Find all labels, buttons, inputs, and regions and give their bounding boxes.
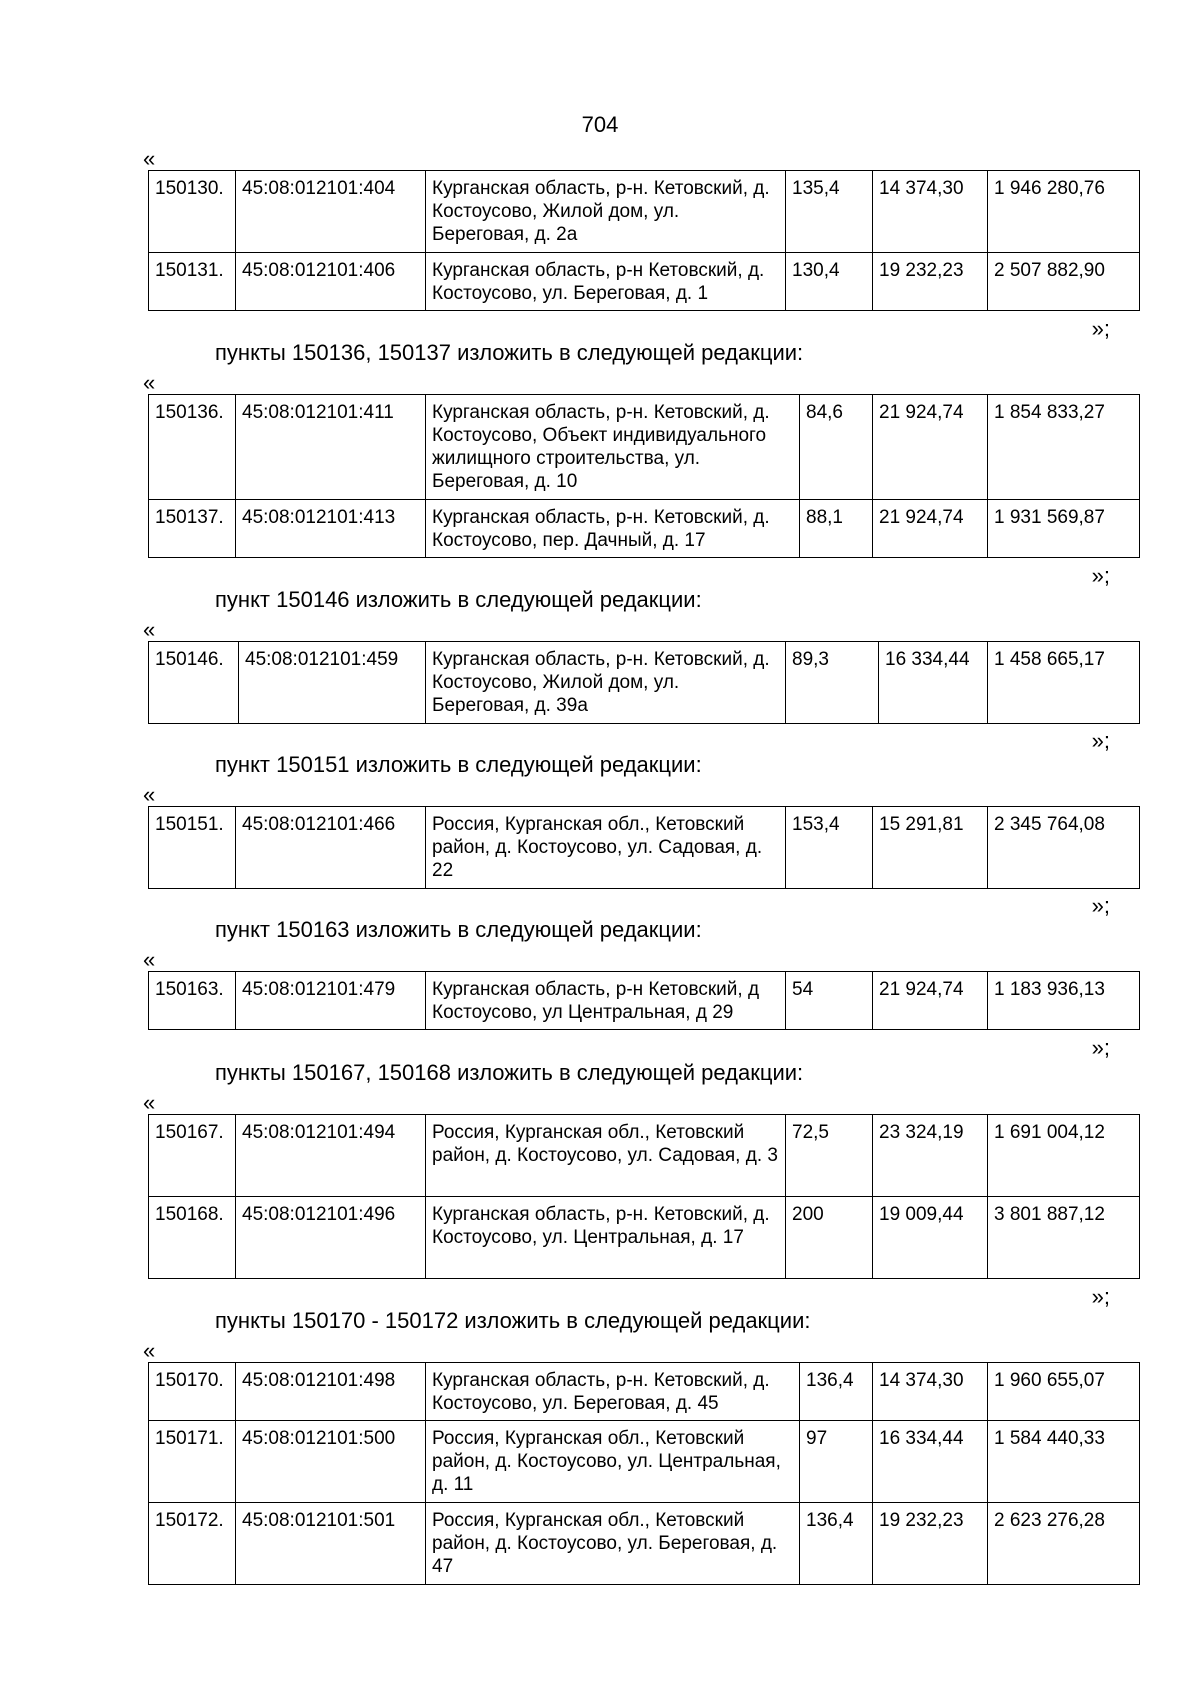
cadastral-table [148,170,1140,311]
cadastral-number: 45:08:012101:466 [236,807,426,889]
address: Курганская область, р-н. Кетовский, д. Костоусово, пер. Дачный, д. 17 [426,500,800,558]
cadastral-number: 45:08:012101:411 [236,395,426,500]
address: Курганская область, р-н. Кетовский, д. Костоусово, Объект индивидуального жилищного строительства, ул. Береговая, д. 10 [426,395,800,500]
rate: 14 374,30 [873,1363,988,1421]
cadastral-table [148,1114,1140,1279]
address: Курганская область, р-н Кетовский, д. Костоусово, ул. Береговая, д. 1 [426,253,786,311]
cadastral-value: 1 960 655,07 [988,1363,1140,1421]
cadastral-value: 1 931 569,87 [988,500,1140,558]
cadastral-table [148,971,1140,1030]
cadastral-number: 45:08:012101:406 [236,253,426,311]
cadastral-table [148,1362,1140,1585]
rate: 16 334,44 [879,642,988,724]
close-quote: »; [1091,563,1110,588]
rate: 19 232,23 [873,1503,988,1585]
close-quote: »; [1091,1035,1110,1060]
area: 84,6 [800,395,873,500]
area: 130,4 [786,253,873,311]
table-row [149,1503,1140,1585]
table-row [149,253,1140,311]
address: Россия, Курганская обл., Кетовский район, д. Костоусово, ул. Садовая, д. 3 [426,1115,786,1197]
rate: 23 324,19 [873,1115,988,1197]
address: Россия, Курганская обл., Кетовский район, д. Костоусово, ул. Центральная, д. 11 [426,1421,800,1503]
open-quote: « [143,617,156,642]
address: Россия, Курганская обл., Кетовский район, д. Костоусово, ул. Садовая, д. 22 [426,807,786,889]
rate: 21 924,74 [873,395,988,500]
table-row [149,642,1140,724]
row-number: 150131. [149,253,236,311]
close-quote: »; [1091,1284,1110,1309]
area: 200 [786,1197,873,1279]
cadastral-value: 3 801 887,12 [988,1197,1140,1279]
rate: 21 924,74 [873,972,988,1030]
cadastral-value: 1 458 665,17 [988,642,1140,724]
cadastral-number: 45:08:012101:404 [236,171,426,253]
cadastral-value: 2 345 764,08 [988,807,1140,889]
address: Курганская область, р-н. Кетовский, д. Костоусово, Жилой дом, ул. Береговая, д. 39а [426,642,786,724]
table-row [149,972,1140,1030]
row-number: 150171. [149,1421,236,1503]
row-number: 150172. [149,1503,236,1585]
address: Курганская область, р-н. Кетовский, д. Костоусово, ул. Центральная, д. 17 [426,1197,786,1279]
table-row [149,395,1140,500]
address: Россия, Курганская обл., Кетовский район, д. Костоусово, ул. Береговая, д. 47 [426,1503,800,1585]
area: 89,3 [786,642,879,724]
instruction-text: пункты 150167, 150168 изложить в следующей редакции: [215,1060,804,1085]
area: 88,1 [800,500,873,558]
cadastral-number: 45:08:012101:413 [236,500,426,558]
cadastral-table [148,641,1140,724]
cadastral-number: 45:08:012101:459 [239,642,426,724]
instruction-text: пункт 150163 изложить в следующей редакции: [215,917,702,942]
cadastral-value: 1 854 833,27 [988,395,1140,500]
table-row [149,1421,1140,1503]
table-row [149,1197,1140,1279]
cadastral-number: 45:08:012101:496 [236,1197,426,1279]
rate: 19 009,44 [873,1197,988,1279]
cadastral-value: 1 691 004,12 [988,1115,1140,1197]
cadastral-table [148,806,1140,889]
area: 136,4 [800,1363,873,1421]
open-quote: « [143,782,156,807]
cadastral-number: 45:08:012101:494 [236,1115,426,1197]
table-row [149,171,1140,253]
area: 153,4 [786,807,873,889]
area: 135,4 [786,171,873,253]
cadastral-value: 2 507 882,90 [988,253,1140,311]
rate: 19 232,23 [873,253,988,311]
row-number: 150163. [149,972,236,1030]
instruction-text: пункты 150136, 150137 изложить в следующей редакции: [215,340,804,365]
row-number: 150137. [149,500,236,558]
address: Курганская область, р-н. Кетовский, д. Костоусово, Жилой дом, ул. Береговая, д. 2а [426,171,786,253]
address: Курганская область, р-н Кетовский, д Костоусово, ул Центральная, д 29 [426,972,786,1030]
cadastral-table [148,394,1140,558]
rate: 21 924,74 [873,500,988,558]
row-number: 150136. [149,395,236,500]
table-row [149,1363,1140,1421]
cadastral-value: 1 946 280,76 [988,171,1140,253]
instruction-text: пункты 150170 - 150172 изложить в следующей редакции: [215,1308,811,1333]
rate: 14 374,30 [873,171,988,253]
close-quote: »; [1091,893,1110,918]
area: 72,5 [786,1115,873,1197]
area: 97 [800,1421,873,1503]
table-row [149,500,1140,558]
open-quote: « [143,370,156,395]
cadastral-number: 45:08:012101:500 [236,1421,426,1503]
row-number: 150170. [149,1363,236,1421]
table-row [149,807,1140,889]
row-number: 150130. [149,171,236,253]
cadastral-number: 45:08:012101:479 [236,972,426,1030]
cadastral-value: 1 183 936,13 [988,972,1140,1030]
address: Курганская область, р-н. Кетовский, д. Костоусово, ул. Береговая, д. 45 [426,1363,800,1421]
row-number: 150168. [149,1197,236,1279]
instruction-text: пункт 150146 изложить в следующей редакции: [215,587,702,612]
close-quote: »; [1091,728,1110,753]
area: 136,4 [800,1503,873,1585]
row-number: 150151. [149,807,236,889]
cadastral-number: 45:08:012101:498 [236,1363,426,1421]
open-quote: « [143,1090,156,1115]
open-quote: « [143,146,156,171]
rate: 16 334,44 [873,1421,988,1503]
close-quote: »; [1091,316,1110,341]
cadastral-value: 1 584 440,33 [988,1421,1140,1503]
row-number: 150146. [149,642,239,724]
table-row [149,1115,1140,1197]
open-quote: « [143,947,156,972]
rate: 15 291,81 [873,807,988,889]
open-quote: « [143,1338,156,1363]
cadastral-value: 2 623 276,28 [988,1503,1140,1585]
row-number: 150167. [149,1115,236,1197]
cadastral-number: 45:08:012101:501 [236,1503,426,1585]
page-number: 704 [581,112,619,137]
area: 54 [786,972,873,1030]
instruction-text: пункт 150151 изложить в следующей редакции: [215,752,702,777]
